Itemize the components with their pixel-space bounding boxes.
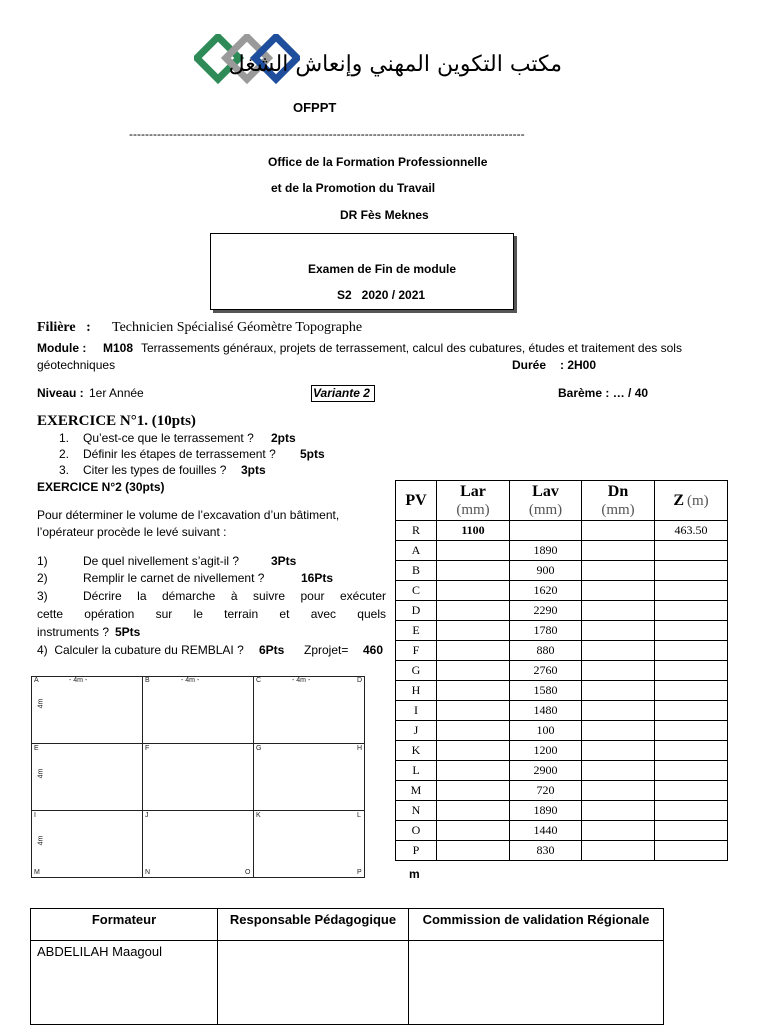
grid-point-label: I — [34, 812, 36, 819]
grid-side-label: 4m — [37, 768, 45, 779]
sign-cell-formateur: ABDELILAH Maagoul — [31, 941, 218, 1025]
cell-pv: C — [396, 581, 437, 601]
cell-lav: 1580 — [510, 681, 582, 701]
grid-point-label: D — [357, 677, 363, 684]
cell-lav: 720 — [510, 781, 582, 801]
cell-lar — [437, 701, 510, 721]
cell-dn — [582, 741, 655, 761]
table-row — [396, 621, 728, 641]
office-line1: Office de la Formation Professionnelle — [268, 155, 488, 169]
sign-header-responsable: Responsable Pédagogique — [218, 909, 409, 941]
cell-z: 463.50 — [655, 521, 728, 541]
ex1-q1-text: Qu’est-ce que le terrassement ? — [83, 431, 254, 445]
header-dn: Dn (mm) — [582, 481, 655, 521]
zprojet-label: Zprojet= — [304, 643, 349, 657]
module-desc: Terrassements généraux, projets de terrassement, calcul des cubatures, études et traitement des sols — [141, 341, 682, 355]
ex2-q3-text-2: cette opération sur le terrain et avec quels — [37, 607, 386, 621]
grid-point-label: M — [34, 869, 40, 876]
cell-lar — [437, 801, 510, 821]
niveau-label: Niveau : — [37, 386, 84, 400]
cell-dn — [582, 641, 655, 661]
ex1-q3-text: Citer les types de fouilles ? — [83, 463, 227, 477]
cell-z — [655, 601, 728, 621]
ex2-q1-text: De quel nivellement s’agit-il ? — [83, 554, 240, 568]
grid-point-label: H — [357, 745, 363, 752]
cell-pv: G — [396, 661, 437, 681]
cell-pv: J — [396, 721, 437, 741]
table-row — [396, 701, 728, 721]
cell-pv: K — [396, 741, 437, 761]
sign-header-commission: Commission de validation Régionale — [409, 909, 664, 941]
cell-z — [655, 621, 728, 641]
ex2-q2-text: Remplir le carnet de nivellement ? — [83, 571, 265, 585]
cell-dn — [582, 841, 655, 861]
ex2-q3-num: 3) — [37, 589, 48, 603]
table-row — [396, 521, 728, 541]
cell-z — [655, 681, 728, 701]
grid-point-label: K — [256, 812, 261, 819]
ex2-intro-1: Pour déterminer le volume de l’excavation d’un bâtiment, — [37, 508, 340, 522]
cell-dn — [582, 821, 655, 841]
grid-point-label: J — [145, 812, 149, 819]
cell-lav: 1620 — [510, 581, 582, 601]
cell-pv: A — [396, 541, 437, 561]
grid-spacing-label: - 4m - — [69, 677, 88, 684]
office-line2: et de la Promotion du Travail — [271, 181, 436, 195]
table-row — [396, 841, 728, 861]
cell-lav: 2290 — [510, 601, 582, 621]
cell-lar — [437, 641, 510, 661]
cell-lav: 900 — [510, 561, 582, 581]
table-row — [396, 801, 728, 821]
cell-lar — [437, 541, 510, 561]
grid-cell — [31, 676, 143, 744]
grid-point-label: G — [256, 745, 262, 752]
cell-z — [655, 641, 728, 661]
ex2-q4-pts: 6Pts — [259, 643, 285, 657]
grid-cell — [142, 676, 254, 744]
cell-lar: 1100 — [437, 521, 510, 541]
cell-pv: P — [396, 841, 437, 861]
cell-dn — [582, 601, 655, 621]
grid-side-label: 4m — [37, 698, 45, 709]
table-row — [396, 761, 728, 781]
ex2-q1-num: 1) — [37, 554, 48, 568]
cell-dn — [582, 661, 655, 681]
cell-lav: 1780 — [510, 621, 582, 641]
cell-z — [655, 801, 728, 821]
sign-header-formateur: Formateur — [31, 909, 218, 941]
ex1-q1-num: 1. — [59, 431, 70, 445]
table-row — [396, 561, 728, 581]
cell-lav: 830 — [510, 841, 582, 861]
cell-lav: 1200 — [510, 741, 582, 761]
grid-cell — [253, 743, 365, 811]
grid-spacing-label: - 4m - — [292, 677, 311, 684]
filiere-value: Technicien Spécialisé Géomètre Topographe — [112, 320, 363, 335]
table-row — [396, 641, 728, 661]
ex1-q3-num: 3. — [59, 463, 70, 477]
header-lar: Lar (mm) — [437, 481, 510, 521]
cell-lav: 1890 — [510, 541, 582, 561]
table-row — [396, 681, 728, 701]
cell-z — [655, 841, 728, 861]
site-grid — [31, 676, 365, 878]
cell-lav: 1440 — [510, 821, 582, 841]
leveling-table — [395, 480, 728, 861]
grid-point-label: E — [34, 745, 39, 752]
header-lav: Lav (mm) — [510, 481, 582, 521]
cell-pv: B — [396, 561, 437, 581]
cell-pv: R — [396, 521, 437, 541]
grid-cell — [142, 743, 254, 811]
grid-side-label: 4m — [37, 835, 45, 846]
region: DR Fès Meknes — [340, 208, 429, 222]
grid-point-label: L — [357, 812, 361, 819]
table-row — [396, 721, 728, 741]
grid-spacing-label: - 4m - — [181, 677, 200, 684]
cell-dn — [582, 621, 655, 641]
table-row — [396, 601, 728, 621]
ex2-q2-pts: 16Pts — [301, 571, 334, 585]
cell-dn — [582, 761, 655, 781]
grid-cell — [142, 810, 254, 878]
grid-point-label: F — [145, 745, 150, 752]
grid-cell — [253, 676, 365, 744]
table-row — [396, 661, 728, 681]
cell-lar — [437, 681, 510, 701]
grid-cell — [31, 743, 143, 811]
cell-lav: 1890 — [510, 801, 582, 821]
cell-pv: M — [396, 781, 437, 801]
zprojet-value: 460 — [363, 643, 384, 657]
grid-point-label: C — [256, 677, 262, 684]
cell-dn — [582, 721, 655, 741]
table-row — [396, 781, 728, 801]
cell-dn — [582, 681, 655, 701]
cell-z — [655, 741, 728, 761]
table-row — [396, 581, 728, 601]
cell-z — [655, 541, 728, 561]
ex2-q3-text-1: Décrire la démarche à suivre pour exécuter — [83, 589, 386, 603]
signature-table — [30, 908, 664, 1025]
sign-cell-responsable — [218, 941, 409, 1025]
cell-z — [655, 561, 728, 581]
cell-dn — [582, 521, 655, 541]
grid-point-label: N — [145, 869, 151, 876]
ex1-q2-num: 2. — [59, 447, 70, 461]
ex2-q1-pts: 3Pts — [271, 554, 297, 568]
cell-lar — [437, 781, 510, 801]
exam-title: Examen de Fin de module — [308, 262, 457, 276]
cell-dn — [582, 801, 655, 821]
niveau-value: 1er Année — [89, 386, 144, 400]
cell-lar — [437, 761, 510, 781]
table-row — [396, 741, 728, 761]
header-divider: --------------------------------------------------------------------------------------------------- — [129, 127, 525, 141]
cell-dn — [582, 541, 655, 561]
module-label: Module : — [37, 341, 87, 355]
cell-lav: 2760 — [510, 661, 582, 681]
org-short: OFPPT — [293, 100, 337, 115]
cell-lar — [437, 581, 510, 601]
ex1-q2-text: Définir les étapes de terrassement ? — [83, 447, 276, 461]
grid-cell — [253, 810, 365, 878]
cell-dn — [582, 701, 655, 721]
ex2-q3-text-3: instruments ? — [37, 625, 110, 639]
variante-badge: Variante 2 — [311, 385, 375, 402]
cell-dn — [582, 581, 655, 601]
cell-pv: E — [396, 621, 437, 641]
grid-point-label: B — [145, 677, 150, 684]
cell-lar — [437, 621, 510, 641]
cell-pv: H — [396, 681, 437, 701]
cell-pv: O — [396, 821, 437, 841]
ex2-q3-pts: 5Pts — [115, 625, 141, 639]
cell-lar — [437, 821, 510, 841]
cell-lar — [437, 741, 510, 761]
cell-z — [655, 821, 728, 841]
table-header-row — [396, 481, 728, 521]
grid-point-label: O — [245, 869, 251, 876]
ex2-intro-2: l’opérateur procède le levé suivant : — [37, 525, 227, 539]
cell-lav: 2900 — [510, 761, 582, 781]
cell-pv: N — [396, 801, 437, 821]
exercise1-title: EXERCICE N°1. (10pts) — [37, 413, 196, 429]
cell-lar — [437, 601, 510, 621]
cell-lar — [437, 721, 510, 741]
cell-pv: D — [396, 601, 437, 621]
duree-label: Durée — [512, 358, 547, 372]
cell-lav: 100 — [510, 721, 582, 741]
bareme: Barème : … / 40 — [558, 386, 649, 400]
cell-z — [655, 701, 728, 721]
exam-session: S2 2020 / 2021 — [337, 288, 426, 302]
cell-pv: I — [396, 701, 437, 721]
cell-z — [655, 721, 728, 741]
cell-lar — [437, 661, 510, 681]
cell-lar — [437, 841, 510, 861]
module-desc-2: géotechniques — [37, 358, 116, 372]
cell-lav: 880 — [510, 641, 582, 661]
cell-lav: 1480 — [510, 701, 582, 721]
exercise2-title: EXERCICE N°2 (30pts) — [37, 480, 165, 494]
grid-point-label: P — [357, 869, 362, 876]
header-z: Z (m) — [655, 481, 728, 521]
cell-z — [655, 761, 728, 781]
cell-lav — [510, 521, 582, 541]
table-row — [396, 541, 728, 561]
cell-z — [655, 781, 728, 801]
exam-box — [210, 233, 514, 310]
cell-dn — [582, 561, 655, 581]
cell-z — [655, 661, 728, 681]
arabic-org-name: مكتب التكوين المهني وإنعاش الشغل — [228, 52, 562, 77]
grid-cell — [31, 810, 143, 878]
ex2-q2-num: 2) — [37, 571, 48, 585]
table-row — [396, 821, 728, 841]
header-pv: PV — [396, 481, 437, 521]
cell-dn — [582, 781, 655, 801]
cell-z — [655, 581, 728, 601]
table-footnote: m — [409, 867, 420, 881]
ex1-q2-pts: 5pts — [300, 447, 325, 461]
duree-value: : 2H00 — [560, 358, 597, 372]
cell-lar — [437, 561, 510, 581]
filiere-label: Filière : — [37, 320, 91, 335]
ex1-q3-pts: 3pts — [241, 463, 266, 477]
sign-cell-commission — [409, 941, 664, 1025]
ex1-q1-pts: 2pts — [271, 431, 296, 445]
cell-pv: F — [396, 641, 437, 661]
cell-pv: L — [396, 761, 437, 781]
grid-point-label: A — [34, 677, 39, 684]
module-code: M108 — [103, 341, 134, 355]
ex2-q4-text: 4) Calculer la cubature du REMBLAI ? — [37, 643, 244, 657]
